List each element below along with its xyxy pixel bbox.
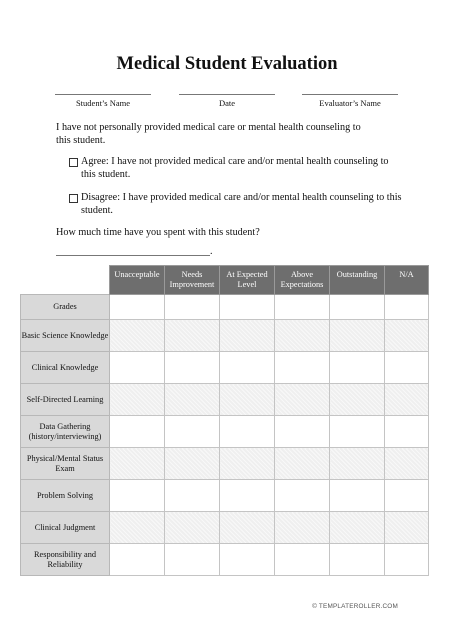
rating-cell[interactable]	[330, 544, 385, 576]
signature-line	[179, 86, 275, 95]
rating-cell[interactable]	[220, 295, 275, 320]
footer-credit: © TEMPLATEROLLER.COM	[312, 603, 398, 610]
rating-cell[interactable]	[165, 448, 220, 480]
rating-cell[interactable]	[385, 416, 429, 448]
time-answer-field[interactable]	[56, 247, 210, 256]
column-header: At Expected Level	[220, 266, 275, 295]
time-question: How much time have you spent with this student?	[56, 227, 260, 238]
answer-period: .	[210, 246, 213, 257]
evaluation-table	[20, 265, 429, 576]
rating-cell[interactable]	[165, 544, 220, 576]
table-row	[21, 352, 429, 384]
rating-cell[interactable]	[275, 352, 330, 384]
disagree-option-label: Disagree: I have provided medical care and/or mental health counseling to this student.	[81, 192, 402, 216]
rating-cell[interactable]	[110, 480, 165, 512]
rating-cell[interactable]	[220, 512, 275, 544]
table-row	[21, 384, 429, 416]
rating-cell[interactable]	[330, 352, 385, 384]
rating-cell[interactable]	[165, 480, 220, 512]
rating-cell[interactable]	[275, 544, 330, 576]
row-label: Clinical Knowledge	[21, 352, 110, 384]
student-name-field[interactable]	[55, 86, 151, 108]
signature-line	[55, 86, 151, 95]
rating-cell[interactable]	[110, 512, 165, 544]
rating-cell[interactable]	[275, 416, 330, 448]
rating-cell[interactable]	[110, 448, 165, 480]
rating-cell[interactable]	[165, 416, 220, 448]
column-header: Outstanding	[330, 266, 385, 295]
table-row	[21, 448, 429, 480]
table-row	[21, 416, 429, 448]
row-label: Physical/Mental Status Exam	[21, 448, 110, 480]
rating-cell[interactable]	[275, 512, 330, 544]
rating-cell[interactable]	[385, 295, 429, 320]
agree-checkbox[interactable]	[69, 158, 78, 167]
rating-cell[interactable]	[220, 352, 275, 384]
rating-cell[interactable]	[220, 320, 275, 352]
page-title: Medical Student Evaluation	[116, 54, 338, 74]
rating-cell[interactable]	[165, 384, 220, 416]
disagree-checkbox[interactable]	[69, 194, 78, 203]
evaluator-name-field[interactable]	[302, 86, 398, 108]
table-row	[21, 295, 429, 320]
rating-cell[interactable]	[165, 512, 220, 544]
rating-cell[interactable]	[385, 544, 429, 576]
rating-cell[interactable]	[110, 544, 165, 576]
rating-cell[interactable]	[275, 480, 330, 512]
rating-cell[interactable]	[220, 544, 275, 576]
rating-cell[interactable]	[110, 320, 165, 352]
care-statement: I have not personally provided medical care or mental health counseling to this student.	[56, 122, 361, 146]
row-label: Data Gathering (history/interviewing)	[21, 416, 110, 448]
rating-cell[interactable]	[220, 448, 275, 480]
rating-cell[interactable]	[330, 512, 385, 544]
rating-cell[interactable]	[165, 352, 220, 384]
table-row	[21, 320, 429, 352]
rating-cell[interactable]	[385, 512, 429, 544]
table-header-row	[21, 266, 429, 295]
rating-cell[interactable]	[110, 416, 165, 448]
rating-cell[interactable]	[275, 384, 330, 416]
agree-option-label: Agree: I have not provided medical care and/or mental health counseling to this student.	[81, 156, 389, 180]
student-name-label: Student’s Name	[75, 98, 131, 108]
rating-cell[interactable]	[275, 320, 330, 352]
signature-line	[302, 86, 398, 95]
evaluator-name-label: Evaluator’s Name	[319, 98, 381, 108]
date-field[interactable]	[179, 86, 275, 108]
rating-cell[interactable]	[330, 480, 385, 512]
rating-cell[interactable]	[165, 320, 220, 352]
row-label: Problem Solving	[21, 480, 110, 512]
rating-cell[interactable]	[110, 352, 165, 384]
column-header: Above Expectations	[275, 266, 330, 295]
rating-cell[interactable]	[330, 416, 385, 448]
rating-cell[interactable]	[330, 320, 385, 352]
row-label: Basic Science Knowledge	[21, 320, 110, 352]
rating-cell[interactable]	[385, 384, 429, 416]
rating-cell[interactable]	[385, 480, 429, 512]
rating-cell[interactable]	[385, 352, 429, 384]
rating-cell[interactable]	[385, 320, 429, 352]
rating-cell[interactable]	[110, 384, 165, 416]
row-label: Clinical Judgment	[21, 512, 110, 544]
column-header: Needs Improvement	[165, 266, 220, 295]
rating-cell[interactable]	[220, 384, 275, 416]
rating-cell[interactable]	[220, 480, 275, 512]
row-label: Grades	[21, 295, 110, 320]
rating-cell[interactable]	[330, 448, 385, 480]
rating-cell[interactable]	[165, 295, 220, 320]
rating-cell[interactable]	[220, 416, 275, 448]
rating-cell[interactable]	[275, 448, 330, 480]
table-row	[21, 544, 429, 576]
rating-cell[interactable]	[275, 295, 330, 320]
column-header: N/A	[385, 266, 429, 295]
header-corner	[21, 266, 110, 295]
row-label: Self-Directed Learning	[21, 384, 110, 416]
row-label: Responsibility and Reliability	[21, 544, 110, 576]
column-header: Unacceptable	[110, 266, 165, 295]
table-row	[21, 480, 429, 512]
rating-cell[interactable]	[385, 448, 429, 480]
rating-cell[interactable]	[330, 295, 385, 320]
rating-cell[interactable]	[110, 295, 165, 320]
table-row	[21, 512, 429, 544]
date-label: Date	[218, 98, 236, 108]
rating-cell[interactable]	[330, 384, 385, 416]
